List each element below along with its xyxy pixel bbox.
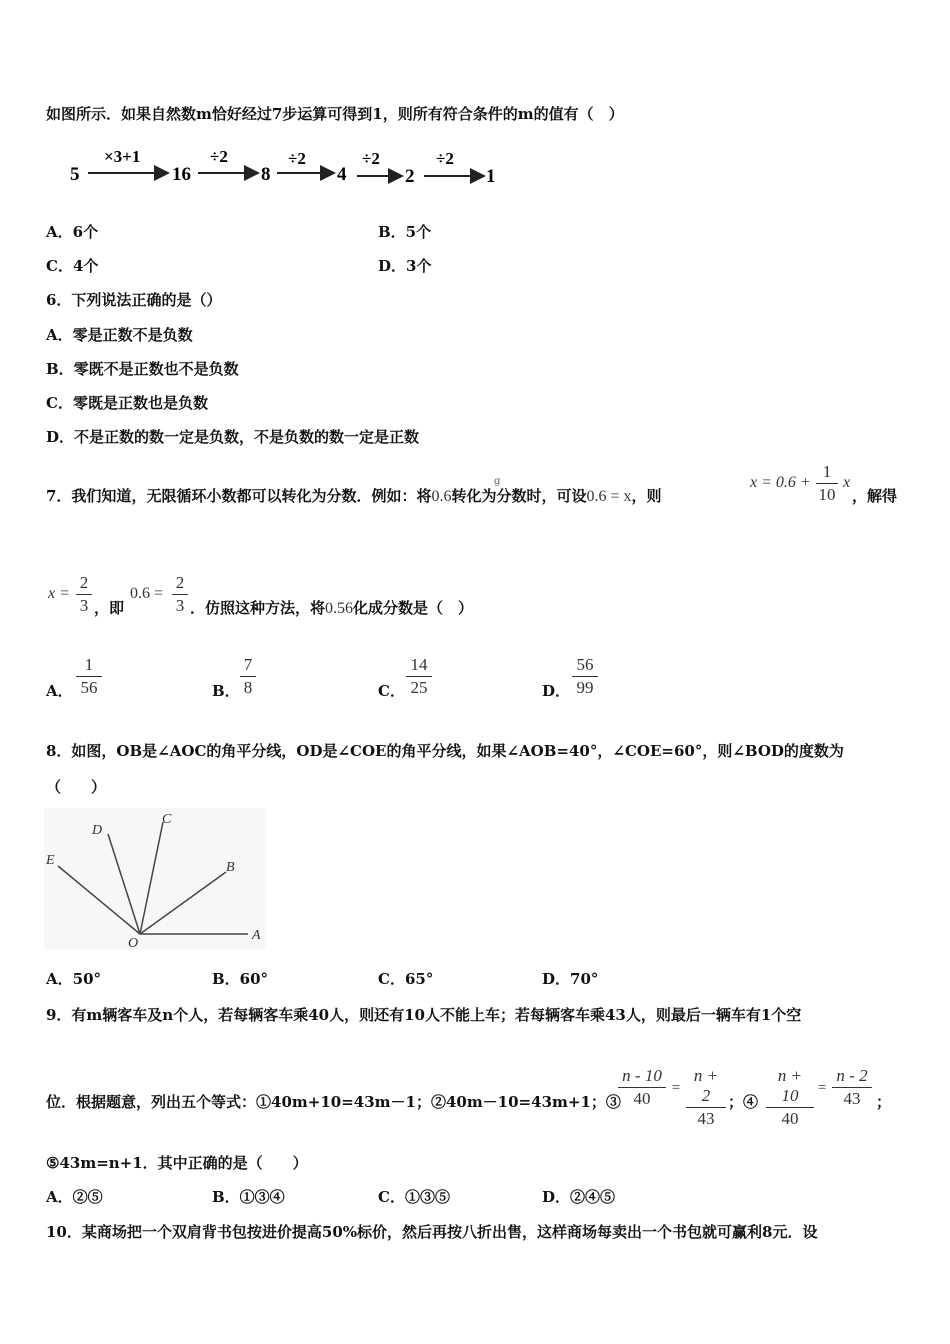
q6-stem: 6．下列说法正确的是（） (46, 291, 222, 309)
q9-eq3-right-fraction (686, 1066, 726, 1129)
q8-option-c: C．65° (378, 970, 434, 988)
repeating-dot-mark: g (494, 476, 501, 487)
label-e: E (46, 853, 55, 868)
q7-text7: 化成分数是（ ） (353, 599, 474, 617)
chain-node-5: 5 (70, 164, 80, 185)
q7-text5: ，即 (94, 599, 125, 617)
q7-eq2-left: x = 0.6 + (750, 474, 811, 491)
q7-option-c-denominator: 25 (410, 678, 428, 697)
q7-option-a-label: A． (46, 682, 73, 700)
q8-stem-line1: 8．如图，OB是∠AOC的角平分线，OD是∠COE的角平分线，如果∠AOB=40°，∠COE=60°，则∠BOD的度数为 (46, 742, 844, 760)
q6-option-a: A．零是正数不是负数 (46, 326, 193, 344)
q9-eq3-right-denominator: 43 (697, 1109, 715, 1128)
q7-option-b-denominator: 8 (243, 678, 253, 697)
q7-option-c-numerator: 14 (406, 655, 432, 677)
q7-decimal-1: 0.6 (431, 488, 452, 505)
q9-stem-line1: 9．有m辆客车及n个人，若每辆客车乘40人，则还有10人不能上车；若每辆客车乘43人，则最后一辆车有1个空 (46, 1006, 802, 1024)
q7-eq2-fraction (816, 462, 838, 505)
q7-text4: ，解得 (852, 487, 898, 505)
q9-separator: ；④ (728, 1093, 759, 1111)
q5-option-c: C．4个 (46, 257, 99, 275)
q7-option-a-numerator: 1 (76, 655, 102, 677)
q9-eq4-left-denominator: 40 (781, 1109, 799, 1128)
chain-op-3: ÷2 (288, 149, 306, 168)
q9-eq3-left-numerator: n - 10 (618, 1066, 666, 1088)
q7-option-d-fraction (572, 655, 598, 698)
chain-node-8: 8 (261, 164, 271, 185)
q7-option-d-denominator: 99 (576, 678, 594, 697)
q7-text3: ，则 (631, 487, 662, 505)
q9-option-a: A．②⑤ (46, 1188, 103, 1206)
q9-eq4-right-fraction (832, 1066, 872, 1109)
chain-op-5: ÷2 (436, 149, 454, 168)
q7-option-c-label: C． (378, 682, 405, 700)
q7-option-d-label: D． (542, 682, 571, 700)
q7-equation-1: 0.6 = x (586, 488, 632, 505)
label-b: B (226, 860, 235, 875)
q9-eq3-left-denominator: 40 (633, 1089, 651, 1108)
q8-stem-line2: （ ） (46, 778, 107, 796)
q9-option-d: D．②④⑤ (542, 1188, 616, 1206)
q7-option-a-denominator: 56 (80, 678, 98, 697)
chain-op-1: ×3+1 (104, 147, 141, 166)
q9-stem-line2: 位．根据题意，列出五个等式：①40m+10=43m－1；②40m－10=43m+1；③ (46, 1093, 621, 1111)
q7-option-b-fraction (240, 655, 256, 698)
q6-option-b: B．零既不是正数也不是负数 (46, 360, 239, 378)
q5-option-b: B．5个 (378, 223, 432, 241)
label-a: A (252, 928, 261, 943)
q8-option-d: D．70° (542, 970, 599, 988)
q8-option-b: B．60° (212, 970, 269, 988)
chain-op-4: ÷2 (362, 149, 380, 168)
q9-option-c: C．①③⑤ (378, 1188, 450, 1206)
q7-option-a-fraction (76, 655, 102, 698)
q7-sol2-numerator: 2 (172, 573, 188, 595)
q9-eq4-right-denominator: 43 (843, 1089, 861, 1108)
q7-sol2-fraction (172, 573, 188, 616)
q7-sol2-left: 0.6 = (130, 585, 164, 602)
chain-node-2: 2 (405, 166, 415, 187)
q7-option-b-label: B． (212, 682, 240, 700)
q9-eq3-left-fraction (618, 1066, 666, 1109)
q7-option-b-numerator: 7 (240, 655, 256, 677)
q10-stem: 10．某商场把一个双肩背书包按进价提高50%标价，然后再按八折出售，这样商场每卖出一个书包就可赢利8元．设 (46, 1223, 818, 1241)
q7-eq2-numerator: 1 (816, 462, 838, 484)
q5-option-d: D．3个 (378, 257, 432, 275)
q9-eq4-equals: = (817, 1080, 827, 1096)
q7-line2-tail (190, 597, 473, 618)
q9-eq4-right-numerator: n - 2 (832, 1066, 872, 1088)
q7-sol-numerator: 2 (76, 573, 92, 595)
q9-eq4-left-fraction (766, 1066, 814, 1129)
chain-node-16: 16 (172, 164, 191, 185)
q5-operation-chain (62, 140, 512, 192)
q7-eq2-var: x (843, 474, 851, 491)
q9-line-end: ； (876, 1093, 892, 1111)
q8-angle-figure (44, 808, 266, 950)
q7-text1: 7．我们知道，无限循环小数都可以转化为分数．例如：将 (46, 487, 432, 505)
chain-op-2: ÷2 (210, 147, 228, 166)
q6-option-d: D．不是正数的数一定是负数，不是负数的数一定是正数 (46, 428, 420, 446)
q7-sol-fraction (76, 573, 92, 616)
q9-eq3-equals: = (671, 1080, 681, 1096)
q7-eq2-denominator: 10 (818, 485, 836, 504)
q7-text2: 转化为分数时，可设 (451, 487, 587, 505)
q9-stem-line3: ⑤43m=n+1．其中正确的是（ ） (46, 1154, 308, 1172)
q8-option-a: A．50° (46, 970, 102, 988)
q9-eq3-right-numerator: n + 2 (686, 1066, 726, 1108)
q7-sol-left: x = (48, 585, 70, 602)
q7-option-d-numerator: 56 (572, 655, 598, 677)
label-d: D (92, 823, 103, 838)
q5-stem: 如图所示．如果自然数m恰好经过7步运算可得到1，则所有符合条件的m的值有（ ） (46, 105, 624, 123)
q7-decimal-2: 0.56 (325, 600, 354, 617)
label-c: C (162, 812, 172, 827)
q9-eq4-left-numerator: n + 10 (766, 1066, 814, 1108)
q7-sol-denominator: 3 (79, 596, 89, 615)
q6-option-c: C．零既是正数也是负数 (46, 394, 208, 412)
label-o: O (128, 936, 139, 950)
q9-option-b: B．①③④ (212, 1188, 285, 1206)
chain-node-4: 4 (337, 164, 347, 185)
q7-sol2-denominator: 3 (175, 596, 185, 615)
q7-option-c-fraction (406, 655, 432, 698)
q5-option-a: A．6个 (46, 223, 99, 241)
chain-node-1: 1 (486, 166, 496, 187)
q7-line1 (46, 485, 662, 506)
q7-text6: ．仿照这种方法，将 (190, 599, 326, 617)
